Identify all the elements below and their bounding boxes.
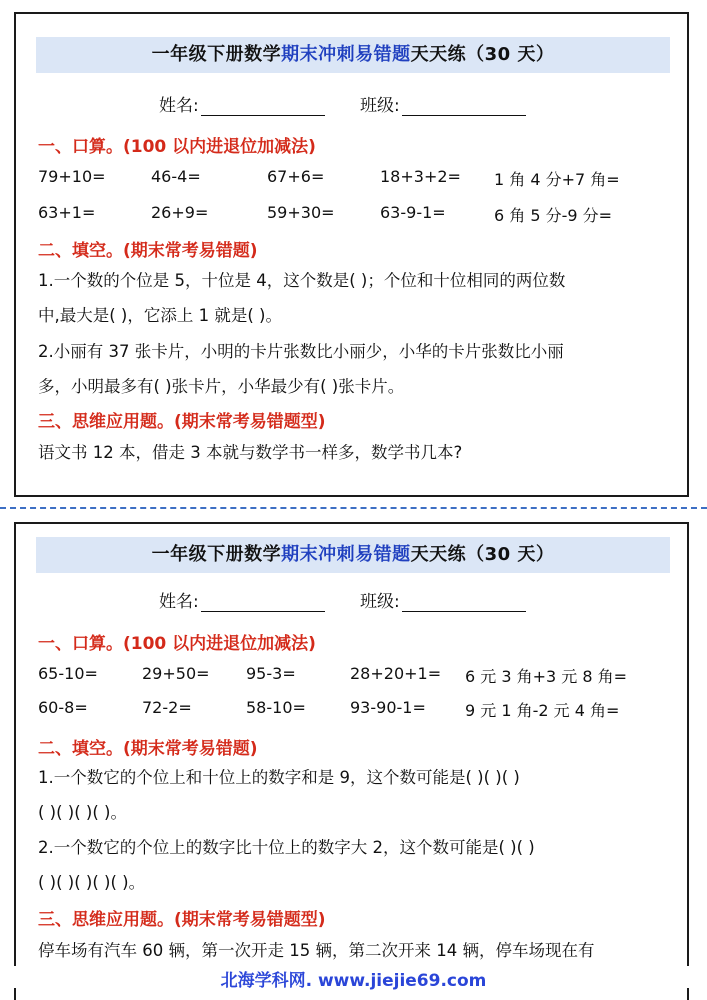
calc-item: 9 元 1 角-2 元 4 角= bbox=[465, 701, 620, 720]
calc-item: 79+10= bbox=[38, 167, 106, 186]
calc-item: 18+3+2= bbox=[380, 167, 461, 186]
section-fill-blank: 二、填空。(期末常考易错题) bbox=[38, 739, 258, 759]
word-problem-text: 停车场有汽车 60 辆，第一次开走 15 辆，第二次开来 14 辆，停车场现在有 bbox=[38, 941, 595, 960]
section-oral-calc: 一、口算。(100 以内进退位加减法) bbox=[38, 634, 316, 654]
fill-question-1: 1.一个数它的个位上和十位上的数字和是 9，这个数可能是( )( )( ) ( )( )( )( )。 bbox=[38, 768, 520, 822]
calc-item: 6 角 5 分-9 分= bbox=[494, 206, 613, 225]
calc-item: 28+20+1= bbox=[350, 664, 442, 683]
calc-item: 93-90-1= bbox=[350, 698, 426, 717]
calc-item: 59+30= bbox=[267, 203, 335, 222]
section-word-problem: 三、思维应用题。(期末常考易错题型) bbox=[38, 910, 326, 930]
class-field[interactable]: 班级: bbox=[360, 587, 526, 612]
worksheet-title: 一年级下册数学期末冲刺易错题天天练（30 天） bbox=[36, 37, 670, 73]
section-word-problem: 三、思维应用题。(期末常考易错题型) bbox=[38, 412, 326, 432]
calc-item: 29+50= bbox=[142, 664, 210, 683]
calc-item: 95-3= bbox=[246, 664, 296, 683]
name-class-row bbox=[16, 587, 687, 611]
name-field[interactable]: 姓名: bbox=[159, 587, 325, 612]
calc-item: 65-10= bbox=[38, 664, 98, 683]
calc-item: 26+9= bbox=[151, 203, 209, 222]
section-fill-blank: 二、填空。(期末常考易错题) bbox=[38, 241, 258, 261]
worksheet-card-2 bbox=[14, 522, 689, 1000]
calc-item: 67+6= bbox=[267, 167, 325, 186]
dashed-divider bbox=[0, 507, 707, 509]
calc-item: 1 角 4 分+7 角= bbox=[494, 170, 620, 189]
calc-item: 58-10= bbox=[246, 698, 306, 717]
word-problem-text: 语文书 12 本，借走 3 本就与数学书一样多，数学书几本? bbox=[38, 443, 463, 462]
calc-item: 63+1= bbox=[38, 203, 96, 222]
calc-item: 6 元 3 角+3 元 8 角= bbox=[465, 667, 628, 686]
watermark-footer: 北海学科网. www.jiejie69.com bbox=[0, 966, 707, 988]
fill-question-2: 2.一个数它的个位上的数字比十位上的数字大 2，这个数可能是( )( ) ( )( )( )( )( )。 bbox=[38, 838, 535, 892]
calc-item: 60-8= bbox=[38, 698, 88, 717]
worksheet-title: 一年级下册数学期末冲刺易错题天天练（30 天） bbox=[36, 537, 670, 573]
class-field[interactable]: 班级: bbox=[360, 91, 526, 116]
fill-question-1: 1.一个数的个位是 5，十位是 4，这个数是( )；个位和十位相同的两位数 中,最大是( )，它添上 1 就是( )。 bbox=[38, 271, 566, 325]
section-oral-calc: 一、口算。(100 以内进退位加减法) bbox=[38, 137, 316, 157]
worksheet-card-1 bbox=[14, 12, 689, 497]
calc-item: 63-9-1= bbox=[380, 203, 446, 222]
calc-item: 72-2= bbox=[142, 698, 192, 717]
fill-question-2: 2.小丽有 37 张卡片，小明的卡片张数比小丽少，小华的卡片张数比小丽 多，小明最多有( )张卡片，小华最少有( )张卡片。 bbox=[38, 342, 564, 396]
name-class-row bbox=[16, 91, 687, 115]
calc-item: 46-4= bbox=[151, 167, 201, 186]
name-field[interactable]: 姓名: bbox=[159, 91, 325, 116]
